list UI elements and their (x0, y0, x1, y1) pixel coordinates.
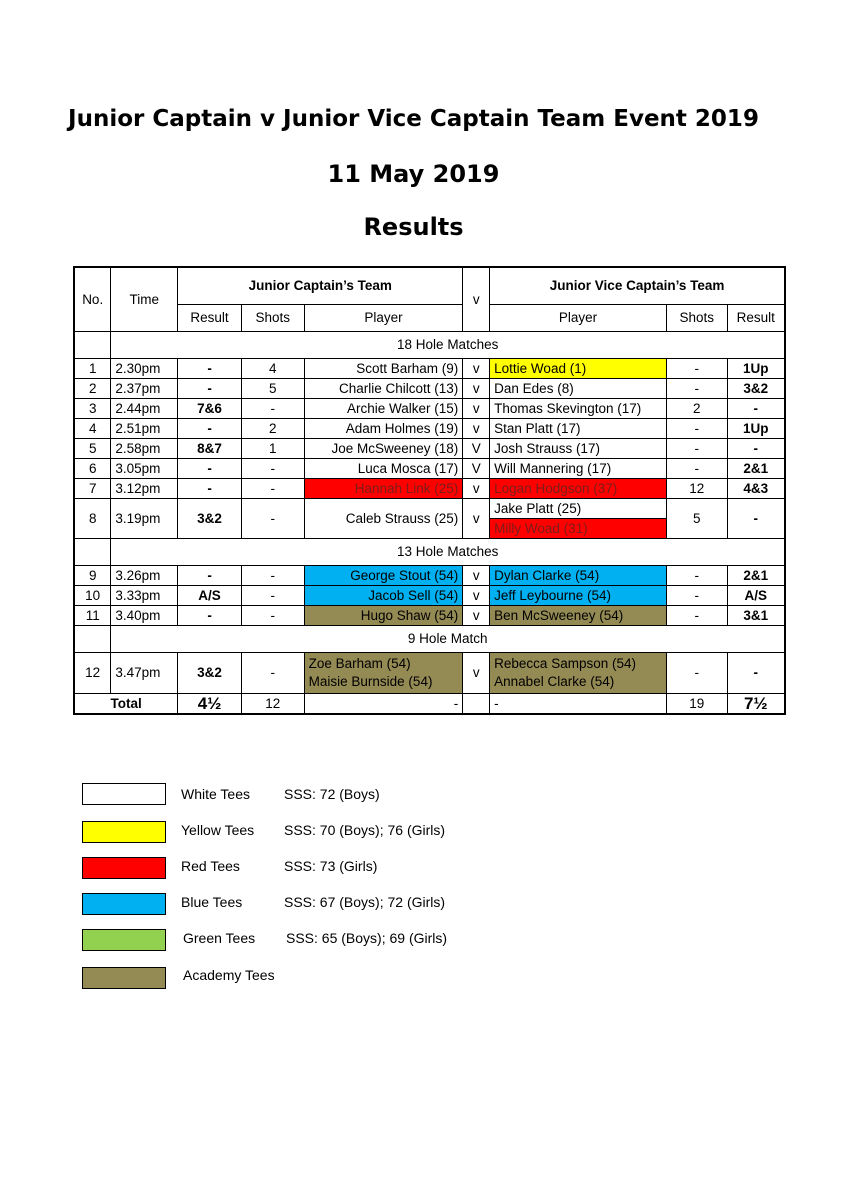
jvc-shots: 12 (666, 479, 727, 499)
jc-player: George Stout (54) (304, 566, 463, 586)
match-no: 2 (74, 379, 111, 399)
header-jvc-team: Junior Vice Captain’s Team (490, 267, 785, 305)
jc-player: Jacob Sell (54) (304, 586, 463, 606)
green-tees-swatch (82, 929, 166, 951)
jvc-player: Lottie Woad (1) (490, 359, 667, 379)
jc-shots: 5 (241, 379, 304, 399)
match-no: 4 (74, 419, 111, 439)
jc-shots: 2 (241, 419, 304, 439)
section-row-9 (74, 626, 785, 653)
jc-shots: - (241, 459, 304, 479)
versus: v (463, 653, 490, 694)
match-time: 2.37pm (111, 379, 178, 399)
versus: V (463, 439, 490, 459)
total-row (74, 694, 785, 715)
jvc-result: 3&2 (727, 379, 785, 399)
total-versus (463, 694, 490, 715)
match-time: 2.58pm (111, 439, 178, 459)
yellow-tees-label: Yellow Tees (181, 822, 255, 838)
jc-shots: - (241, 479, 304, 499)
jvc-result: 2&1 (727, 459, 785, 479)
jc-player: Luca Mosca (17) (304, 459, 463, 479)
jvc-shots: - (666, 586, 727, 606)
jc-result: 7&6 (178, 399, 242, 419)
versus: V (463, 459, 490, 479)
total-jvc-player: - (490, 694, 667, 715)
jvc-result: - (727, 439, 785, 459)
jc-shots: 4 (241, 359, 304, 379)
versus: v (463, 419, 490, 439)
jc-result: - (178, 606, 242, 626)
match-no: 3 (74, 399, 111, 419)
jc-result: - (178, 459, 242, 479)
versus: v (463, 606, 490, 626)
total-jc-shots: 12 (241, 694, 304, 715)
match-no: 10 (74, 586, 111, 606)
jc-shots: - (241, 399, 304, 419)
jvc-shots: - (666, 379, 727, 399)
match-no: 6 (74, 459, 111, 479)
jc-shots: 1 (241, 439, 304, 459)
section-row-18 (74, 332, 785, 359)
versus: v (463, 379, 490, 399)
jvc-player: Stan Platt (17) (490, 419, 667, 439)
match-no: 11 (74, 606, 111, 626)
jvc-result: 3&1 (727, 606, 785, 626)
table-row (74, 439, 785, 459)
jc-player: Adam Holmes (19) (304, 419, 463, 439)
blue-tees-sss: SSS: 67 (Boys); 72 (Girls) (284, 894, 446, 910)
jc-shots: - (241, 566, 304, 586)
jvc-shots: - (666, 419, 727, 439)
table-row (74, 419, 785, 439)
jvc-shots: - (666, 566, 727, 586)
yellow-tees-swatch (82, 821, 166, 843)
results-table (73, 266, 786, 715)
jvc-result: 2&1 (727, 566, 785, 586)
jc-player-2: Maisie Burnside (54) (308, 674, 433, 689)
header-row-1 (74, 267, 785, 305)
jc-shots: - (241, 653, 304, 694)
jc-player: Charlie Chilcott (13) (304, 379, 463, 399)
jvc-result: - (727, 653, 785, 694)
green-tees-label: Green Tees (183, 930, 256, 946)
match-no: 5 (74, 439, 111, 459)
total-jvc-result: 7½ (727, 694, 785, 715)
jvc-player: Jeff Leybourne (54) (490, 586, 667, 606)
jc-result: - (178, 479, 242, 499)
match-time: 3.47pm (111, 653, 178, 694)
jvc-player: Rebecca Sampson (54) (494, 656, 636, 671)
jvc-shots: - (666, 653, 727, 694)
match-no: 1 (74, 359, 111, 379)
total-jc-player: - (304, 694, 463, 715)
document-title: Junior Captain v Junior Vice Captain Team Event 2019 (68, 106, 759, 132)
section-18-hole: 18 Hole Matches (111, 332, 785, 359)
header-jc-player: Player (304, 305, 463, 332)
jvc-result: - (727, 499, 785, 539)
jvc-result: 1Up (727, 359, 785, 379)
table-row (74, 459, 785, 479)
academy-tees-label: Academy Tees (183, 967, 275, 983)
match-time: 3.05pm (111, 459, 178, 479)
table-row (74, 586, 785, 606)
jc-result: 3&2 (178, 653, 242, 694)
jc-shots: - (241, 606, 304, 626)
jvc-player-pair (490, 653, 667, 694)
section-row-13 (74, 539, 785, 566)
versus: v (463, 359, 490, 379)
table-row (74, 606, 785, 626)
total-jvc-shots: 19 (666, 694, 727, 715)
match-no: 7 (74, 479, 111, 499)
section-spacer (74, 332, 111, 359)
header-time: Time (111, 267, 178, 332)
jc-player: Joe McSweeney (18) (304, 439, 463, 459)
table-row (74, 566, 785, 586)
jvc-player: Thomas Skevington (17) (490, 399, 667, 419)
total-jc-result: 4½ (178, 694, 242, 715)
jc-shots: - (241, 499, 304, 539)
table-row (74, 399, 785, 419)
versus: v (463, 586, 490, 606)
match-no: 9 (74, 566, 111, 586)
table-row (74, 653, 785, 694)
section-spacer (74, 539, 111, 566)
jvc-player: Will Mannering (17) (490, 459, 667, 479)
match-time: 2.44pm (111, 399, 178, 419)
jc-player: Zoe Barham (54) (308, 656, 411, 671)
header-row-2 (74, 305, 785, 332)
results-heading: Results (363, 213, 464, 241)
section-spacer (74, 626, 111, 653)
match-time: 3.26pm (111, 566, 178, 586)
jvc-shots: - (666, 606, 727, 626)
white-tees-sss: SSS: 72 (Boys) (284, 786, 380, 802)
match-time: 3.33pm (111, 586, 178, 606)
match-no: 12 (74, 653, 111, 694)
jc-result: - (178, 419, 242, 439)
header-no: No. (74, 267, 111, 332)
match-time: 2.51pm (111, 419, 178, 439)
event-date: 11 May 2019 (327, 160, 500, 188)
red-tees-label: Red Tees (181, 858, 240, 874)
jc-result: - (178, 566, 242, 586)
green-tees-sss: SSS: 65 (Boys); 69 (Girls) (286, 930, 448, 946)
section-9-hole: 9 Hole Match (111, 626, 785, 653)
academy-tees-swatch (82, 967, 166, 989)
white-tees-swatch (82, 783, 166, 805)
jc-result: 8&7 (178, 439, 242, 459)
white-tees-label: White Tees (181, 786, 250, 802)
jvc-shots: - (666, 439, 727, 459)
header-v: v (463, 267, 490, 332)
header-jvc-player: Player (490, 305, 667, 332)
table-row (74, 359, 785, 379)
header-jc-shots: Shots (241, 305, 304, 332)
jvc-player: Josh Strauss (17) (490, 439, 667, 459)
match-time: 3.19pm (111, 499, 178, 539)
jvc-shots: 2 (666, 399, 727, 419)
jc-player: Caleb Strauss (25) (304, 499, 463, 539)
jvc-player: Ben McSweeney (54) (490, 606, 667, 626)
jc-shots: - (241, 586, 304, 606)
header-jc-result: Result (178, 305, 242, 332)
total-label: Total (74, 694, 178, 715)
jvc-shots: 5 (666, 499, 727, 539)
jvc-shots: - (666, 459, 727, 479)
jvc-shots: - (666, 359, 727, 379)
match-no: 8 (74, 499, 111, 539)
versus: v (463, 399, 490, 419)
blue-tees-label: Blue Tees (181, 894, 243, 910)
jvc-player: Dylan Clarke (54) (490, 566, 667, 586)
jc-result: A/S (178, 586, 242, 606)
versus: v (463, 479, 490, 499)
jc-result: - (178, 379, 242, 399)
header-jc-team: Junior Captain’s Team (178, 267, 463, 305)
match-time: 3.40pm (111, 606, 178, 626)
section-13-hole: 13 Hole Matches (111, 539, 785, 566)
jc-player-pair (304, 653, 463, 694)
jvc-player-2: Annabel Clarke (54) (494, 674, 615, 689)
jvc-player: Logan Hodgson (37) (490, 479, 667, 499)
match-time: 3.12pm (111, 479, 178, 499)
header-jvc-result: Result (727, 305, 785, 332)
jvc-player: Jake Platt (25) (490, 499, 667, 519)
red-tees-sss: SSS: 73 (Girls) (284, 858, 378, 874)
jc-player: Archie Walker (15) (304, 399, 463, 419)
versus: v (463, 499, 490, 539)
jvc-player-2: Milly Woad (31) (490, 519, 667, 539)
table-row (74, 379, 785, 399)
table-row (74, 479, 785, 499)
red-tees-swatch (82, 857, 166, 879)
jc-player: Hannah Link (25) (304, 479, 463, 499)
jc-player: Hugo Shaw (54) (304, 606, 463, 626)
jc-result: - (178, 359, 242, 379)
jvc-result: A/S (727, 586, 785, 606)
versus: v (463, 566, 490, 586)
jvc-result: 1Up (727, 419, 785, 439)
jc-result: 3&2 (178, 499, 242, 539)
table-row (74, 499, 785, 519)
yellow-tees-sss: SSS: 70 (Boys); 76 (Girls) (284, 822, 446, 838)
blue-tees-swatch (82, 893, 166, 915)
jvc-result: - (727, 399, 785, 419)
jvc-result: 4&3 (727, 479, 785, 499)
jc-player: Scott Barham (9) (304, 359, 463, 379)
match-time: 2.30pm (111, 359, 178, 379)
jvc-player: Dan Edes (8) (490, 379, 667, 399)
header-jvc-shots: Shots (666, 305, 727, 332)
